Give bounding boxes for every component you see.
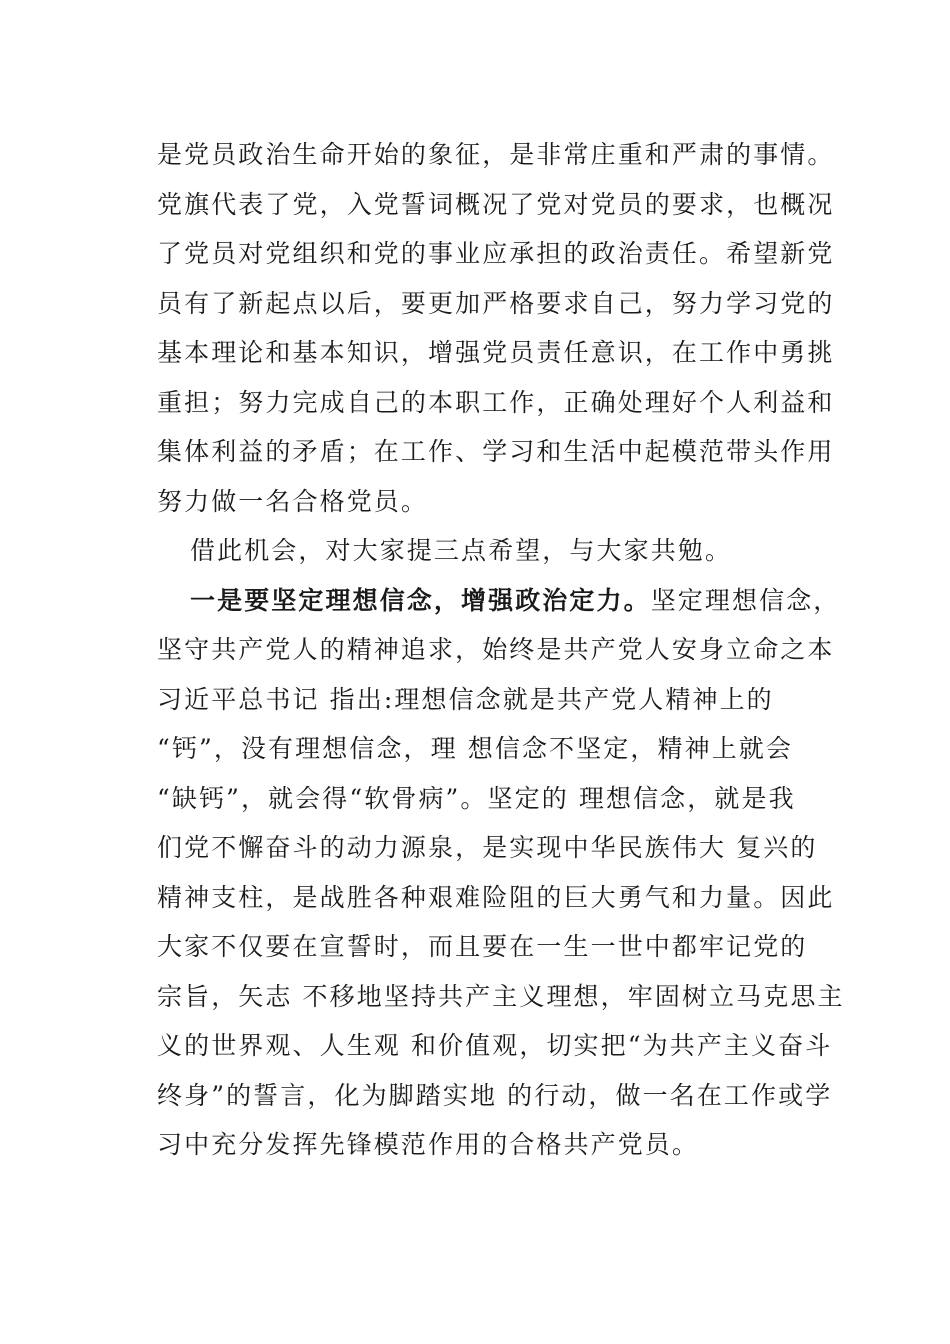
paragraph-3-line: 习中充分发挥先锋模范作用的合格共产党员。 xyxy=(157,1130,700,1159)
paragraph-3-line: 终身”的誓言，化为脚踏实地 的行动，做一名在工作或学 xyxy=(157,1080,833,1110)
paragraph-3-line: 宗旨，矢志 不移地坚持共产主义理想，牢固树立马克思主 xyxy=(157,981,845,1011)
paragraph-3-line: 习近平总书记 指出:理想信念就是共产党人精神上的 xyxy=(157,684,774,714)
paragraph-2 xyxy=(157,526,797,576)
paragraph-1-line: 了党员对党组织和党的事业应承担的政治责任。希望新党 xyxy=(157,239,835,268)
paragraph-2-line: 借此机会，对大家提三点希望，与大家共勉。 xyxy=(190,536,733,565)
paragraph-1-line: 重担；努力完成自己的本职工作，正确处理好个人利益和 xyxy=(157,387,835,417)
paragraph-1-line: 是党员政治生命开始的象征，是非常庄重和严肃的事情。 xyxy=(157,140,835,169)
paragraph-3-first-line xyxy=(157,576,841,626)
point-one-heading: 一是要坚定理想信念，增强政治定力。 xyxy=(190,585,651,615)
paragraph-3 xyxy=(157,576,845,1170)
paragraph-3-first-line-rest: 坚定理想信念， xyxy=(650,585,841,615)
document-body xyxy=(157,130,845,1170)
paragraph-3-line: 大家不仅要在宣誓时，而且要在一生一世中都牢记党的 xyxy=(157,932,808,961)
paragraph-1-line: 党旗代表了党，入党誓词概况了党对党员的要求，也概况 xyxy=(157,189,835,219)
paragraph-1 xyxy=(157,130,835,526)
paragraph-1-line: 基本理论和基本知识，增强党员责任意识，在工作中勇挑 xyxy=(157,338,835,367)
paragraph-1-line: 员有了新起点以后，要更加严格要求自己，努力学习党的 xyxy=(157,288,835,318)
paragraph-3-line: “缺钙”，就会得“软骨病”。坚定的 理想信念，就是我 xyxy=(157,783,796,813)
paragraph-3-line: 坚守共产党人的精神追求，始终是共产党人安身立命之本 xyxy=(157,635,835,664)
paragraph-3-line: 精神支柱，是战胜各种艰难险阻的巨大勇气和力量。因此 xyxy=(157,882,835,912)
paragraph-3-line: “钙”，没有理想信念，理 想信念不坚定，精神上就会 xyxy=(157,734,794,763)
paragraph-1-line: 努力做一名合格党员。 xyxy=(157,486,429,516)
paragraph-3-line: 义的世界观、人生观 和价值观，切实把“为共产主义奋斗 xyxy=(157,1031,833,1060)
paragraph-1-line: 集体利益的矛盾；在工作、学习和生活中起模范带头作用 xyxy=(157,437,835,466)
paragraph-3-line: 们党不懈奋斗的动力源泉，是实现中华民族伟大 复兴的 xyxy=(157,833,818,862)
